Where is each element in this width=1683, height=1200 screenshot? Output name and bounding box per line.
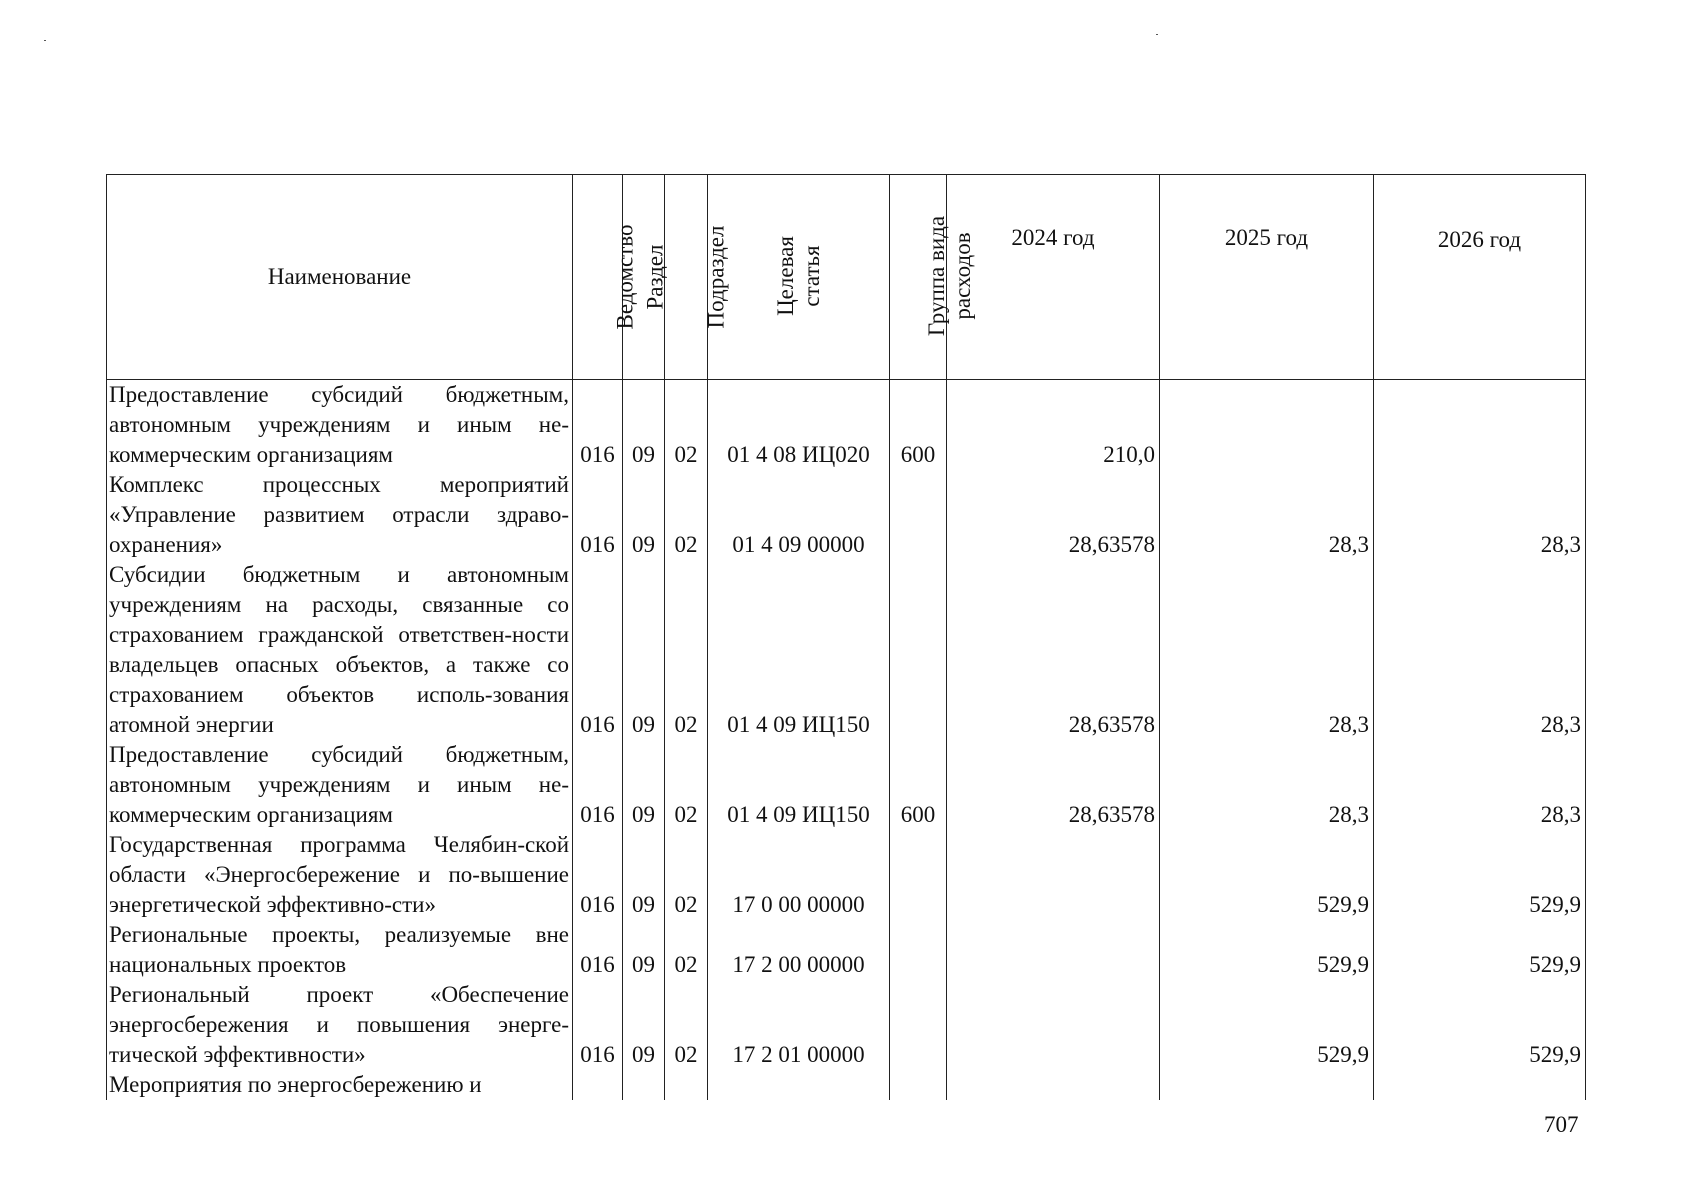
header-subsection — [665, 175, 729, 380]
row-2024: 28,63578 — [947, 470, 1160, 560]
row-dept: 016 — [573, 920, 623, 980]
header-target — [708, 175, 890, 380]
row-target: 17 2 01 00000 — [708, 980, 890, 1070]
row-target: 01 4 09 00000 — [708, 470, 890, 560]
header-subsection-label: Подраздел — [703, 225, 729, 329]
row-section: 09 — [623, 560, 665, 740]
header-exp-group-label — [924, 216, 976, 336]
page-number: 707 — [1544, 1112, 1579, 1137]
table-row — [107, 380, 1586, 471]
row-subsection — [665, 1070, 708, 1100]
table-row — [107, 470, 1586, 560]
row-2024: 210,0 — [947, 380, 1160, 471]
row-section — [623, 1070, 665, 1100]
row-2026 — [1374, 380, 1586, 471]
header-2024-label: 2024 год — [1011, 225, 1095, 250]
row-section: 09 — [623, 380, 665, 471]
row-section: 09 — [623, 740, 665, 830]
row-target: 17 0 00 00000 — [708, 830, 890, 920]
header-section-label: Раздел — [642, 244, 668, 310]
row-section: 09 — [623, 920, 665, 980]
row-subsection: 02 — [665, 380, 708, 471]
row-2024 — [947, 920, 1160, 980]
row-target: 01 4 09 ИЦ150 — [708, 560, 890, 740]
row-2025: 529,9 — [1160, 830, 1374, 920]
row-exp-group — [890, 920, 947, 980]
row-2025: 28,3 — [1160, 560, 1374, 740]
row-2026: 529,9 — [1374, 830, 1586, 920]
row-target: 17 2 00 00000 — [708, 920, 890, 980]
row-dept: 016 — [573, 560, 623, 740]
table-row — [107, 740, 1586, 830]
row-name: Региональные проекты, реализуемые вне национальных проектов — [107, 920, 573, 980]
row-2024 — [947, 1070, 1160, 1100]
row-name: Мероприятия по энергосбережению и — [107, 1070, 573, 1100]
row-dept — [573, 1070, 623, 1100]
row-subsection: 02 — [665, 920, 708, 980]
row-section: 09 — [623, 980, 665, 1070]
header-target-line2: статья — [798, 245, 824, 307]
header-target-label — [772, 236, 824, 316]
header-2025 — [1160, 175, 1374, 380]
header-exp-group-line2: расходов — [950, 232, 976, 320]
row-2025: 28,3 — [1160, 470, 1374, 560]
row-2025 — [1160, 1070, 1374, 1100]
row-target — [708, 1070, 890, 1100]
row-name: Предоставление субсидий бюджетным, автономным учреждениям и иным не-коммерческим организациям — [107, 380, 573, 471]
row-subsection: 02 — [665, 560, 708, 740]
header-name — [107, 175, 573, 380]
header-target-line1: Целевая — [772, 236, 798, 316]
row-subsection: 02 — [665, 470, 708, 560]
row-subsection: 02 — [665, 740, 708, 830]
row-section: 09 — [623, 470, 665, 560]
row-2026: 28,3 — [1374, 740, 1586, 830]
row-2024: 28,63578 — [947, 560, 1160, 740]
row-name: Комплекс процессных мероприятий «Управление развитием отрасли здраво-охранения» — [107, 470, 573, 560]
scan-speck — [44, 40, 46, 41]
row-2024 — [947, 980, 1160, 1070]
row-exp-group — [890, 470, 947, 560]
row-section: 09 — [623, 830, 665, 920]
row-2024: 28,63578 — [947, 740, 1160, 830]
header-2024 — [947, 175, 1160, 380]
row-target: 01 4 09 ИЦ150 — [708, 740, 890, 830]
table-row — [107, 920, 1586, 980]
header-dept — [573, 175, 638, 380]
row-dept: 016 — [573, 380, 623, 471]
row-2025: 529,9 — [1160, 980, 1374, 1070]
row-name: Субсидии бюджетным и автономным учреждениям на расходы, связанные со страхованием гражданской ответствен-ности владельцев опасных объектов, а также со страхованием объектов исполь-зования атомной энергии — [107, 560, 573, 740]
table-row — [107, 1070, 1586, 1100]
row-exp-group — [890, 980, 947, 1070]
scan-speck — [1156, 34, 1158, 35]
row-2026: 28,3 — [1374, 470, 1586, 560]
row-2025: 28,3 — [1160, 740, 1374, 830]
row-name: Государственная программа Челябин-ской области «Энергосбережение и по-вышение энергетической эффективно-сти» — [107, 830, 573, 920]
header-2026-label: 2026 год — [1437, 227, 1522, 252]
row-dept: 016 — [573, 740, 623, 830]
row-name: Региональный проект «Обеспечение энергосбережения и повышения энерге-тической эффективности» — [107, 980, 573, 1070]
header-2026 — [1374, 175, 1586, 380]
table-row — [107, 560, 1586, 740]
row-2026 — [1374, 1070, 1586, 1100]
row-2026: 529,9 — [1374, 920, 1586, 980]
row-2025 — [1160, 380, 1374, 471]
header-exp-group — [890, 175, 976, 380]
table-row — [107, 980, 1586, 1070]
row-dept: 016 — [573, 830, 623, 920]
budget-table — [106, 174, 1586, 1100]
row-exp-group: 600 — [890, 740, 947, 830]
table-body — [107, 380, 1586, 1101]
header-name-label: Наименование — [267, 264, 412, 289]
header-exp-group-line1: Группа вида — [924, 215, 950, 337]
row-dept: 016 — [573, 470, 623, 560]
header-dept-label: Ведомство — [612, 224, 638, 330]
row-exp-group — [890, 830, 947, 920]
row-2026: 529,9 — [1374, 980, 1586, 1070]
header-2025-label: 2025 год — [1224, 225, 1309, 250]
row-2025: 529,9 — [1160, 920, 1374, 980]
row-exp-group — [890, 1070, 947, 1100]
table-row — [107, 830, 1586, 920]
row-subsection: 02 — [665, 830, 708, 920]
row-target: 01 4 08 ИЦ020 — [708, 380, 890, 471]
row-dept: 016 — [573, 980, 623, 1070]
row-exp-group: 600 — [890, 380, 947, 471]
row-subsection: 02 — [665, 980, 708, 1070]
row-2026: 28,3 — [1374, 560, 1586, 740]
header-row — [107, 175, 1586, 380]
row-2024 — [947, 830, 1160, 920]
row-exp-group — [890, 560, 947, 740]
row-name: Предоставление субсидий бюджетным, автономным учреждениям и иным не-коммерческим организациям — [107, 740, 573, 830]
